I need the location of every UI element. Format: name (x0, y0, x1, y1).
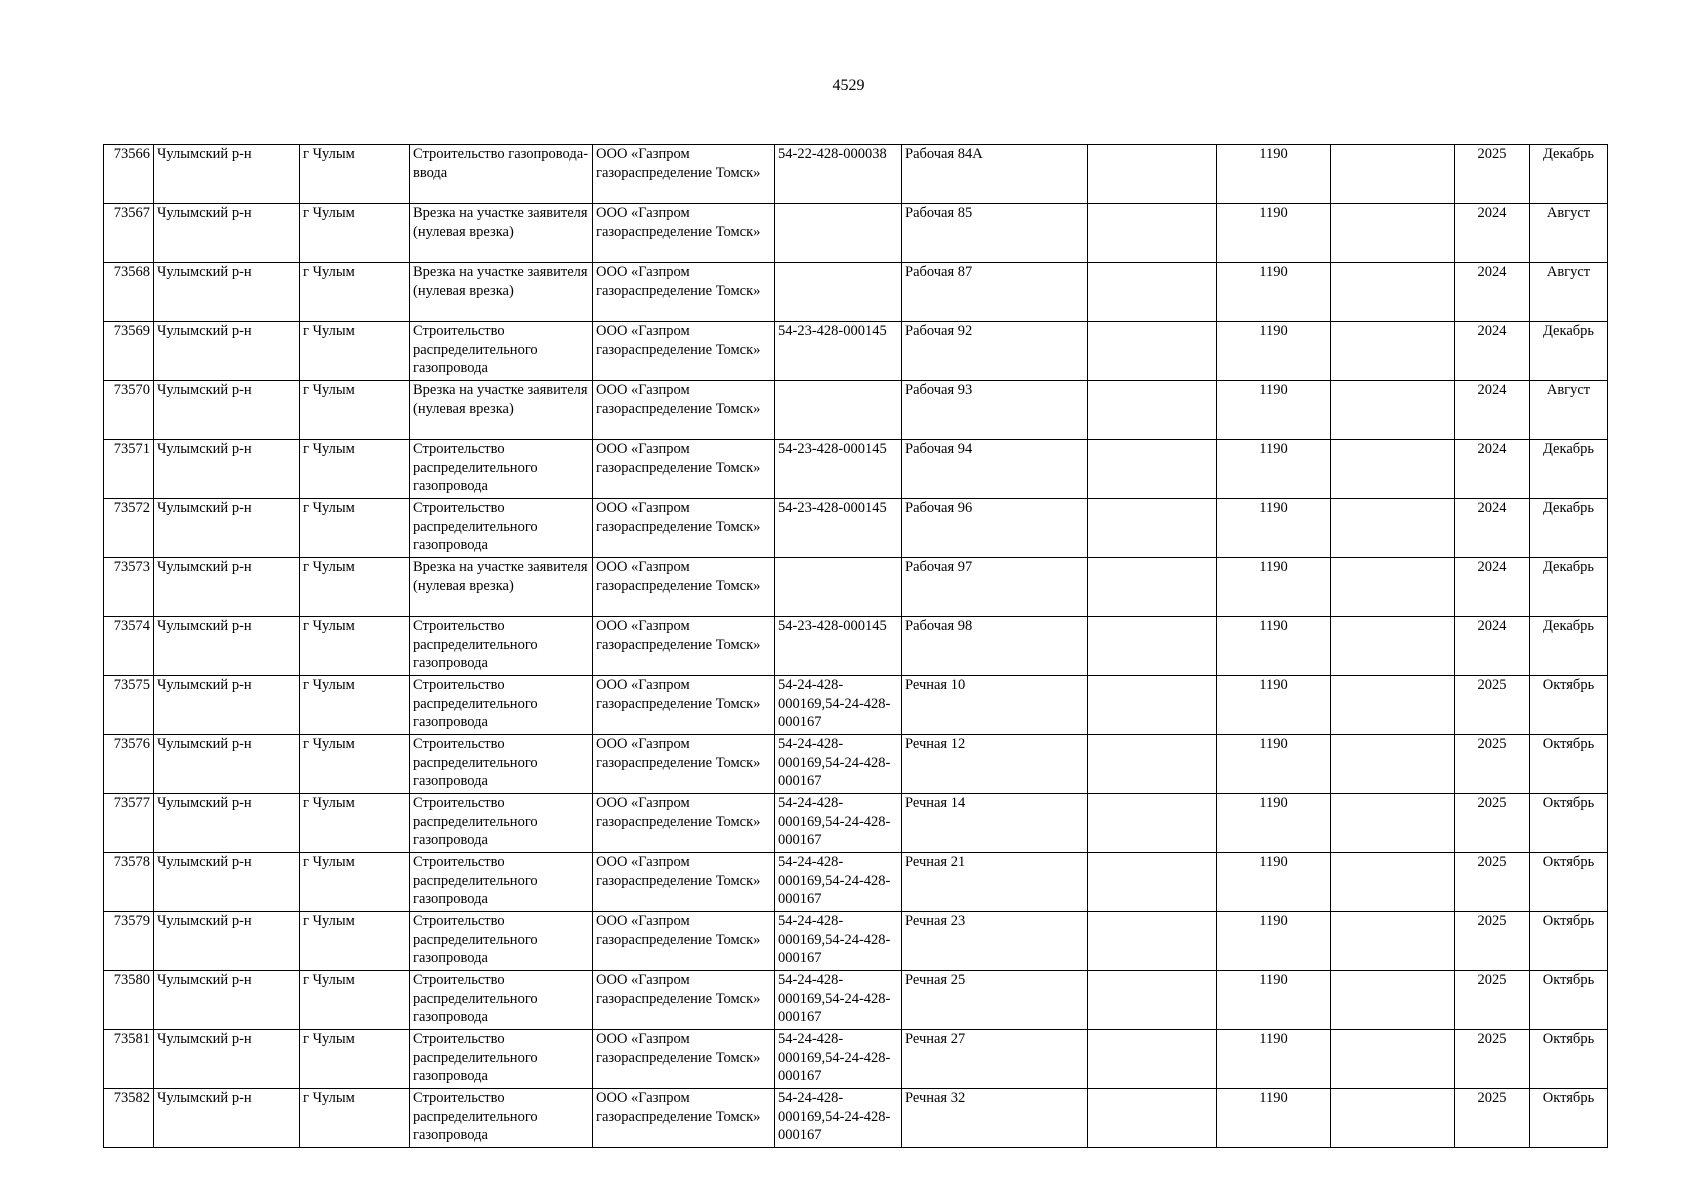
cell-work-type: Строительство распределительного газопровода (410, 735, 593, 794)
cell-empty (1088, 1030, 1217, 1089)
cell-locality: г Чулым (300, 263, 410, 322)
cell-empty (1088, 499, 1217, 558)
cell-district: Чулымский р-н (154, 145, 300, 204)
cell-year: 2025 (1455, 676, 1530, 735)
cell-year: 2024 (1455, 617, 1530, 676)
cell-work-type: Строительство распределительного газопровода (410, 853, 593, 912)
cell-row-number: 73576 (104, 735, 154, 794)
cell-month: Октябрь (1530, 676, 1608, 735)
cell-organization: ООО «Газпром газораспределение Томск» (593, 440, 775, 499)
cell-address: Рабочая 94 (902, 440, 1088, 499)
cell-cost: 1190 (1217, 676, 1331, 735)
cell-row-number: 73580 (104, 971, 154, 1030)
cell-empty (1331, 440, 1455, 499)
cell-district: Чулымский р-н (154, 853, 300, 912)
cell-empty (1331, 322, 1455, 381)
cell-address: Речная 23 (902, 912, 1088, 971)
cell-organization: ООО «Газпром газораспределение Томск» (593, 322, 775, 381)
cell-cost: 1190 (1217, 440, 1331, 499)
table-row (104, 735, 1608, 794)
cell-cost: 1190 (1217, 853, 1331, 912)
table-row (104, 440, 1608, 499)
cell-row-number: 73566 (104, 145, 154, 204)
page-number: 4529 (832, 77, 865, 94)
cell-cost: 1190 (1217, 499, 1331, 558)
cell-month: Август (1530, 381, 1608, 440)
cell-row-number: 73570 (104, 381, 154, 440)
cell-district: Чулымский р-н (154, 1030, 300, 1089)
cell-empty (1088, 676, 1217, 735)
cell-cost: 1190 (1217, 735, 1331, 794)
cell-cadastral-number: 54-23-428-000145 (775, 440, 902, 499)
cell-organization: ООО «Газпром газораспределение Томск» (593, 912, 775, 971)
cell-empty (1331, 1030, 1455, 1089)
cell-cadastral-number: 54-22-428-000038 (775, 145, 902, 204)
cell-month: Октябрь (1530, 853, 1608, 912)
cell-empty (1088, 912, 1217, 971)
cell-empty (1088, 735, 1217, 794)
cell-month: Октябрь (1530, 971, 1608, 1030)
cell-cost: 1190 (1217, 145, 1331, 204)
cell-work-type: Врезка на участке заявителя (нулевая врезка) (410, 558, 593, 617)
table-row (104, 912, 1608, 971)
cell-locality: г Чулым (300, 676, 410, 735)
cell-row-number: 73574 (104, 617, 154, 676)
cell-work-type: Строительство распределительного газопровода (410, 794, 593, 853)
cell-empty (1331, 381, 1455, 440)
cell-cost: 1190 (1217, 322, 1331, 381)
cell-work-type: Врезка на участке заявителя (нулевая врезка) (410, 381, 593, 440)
cell-year: 2024 (1455, 322, 1530, 381)
cell-cost: 1190 (1217, 263, 1331, 322)
cell-empty (1331, 145, 1455, 204)
cell-locality: г Чулым (300, 322, 410, 381)
cell-cadastral-number: 54-23-428-000145 (775, 322, 902, 381)
cell-empty (1331, 558, 1455, 617)
cell-address: Рабочая 92 (902, 322, 1088, 381)
register-table-body (104, 145, 1608, 1148)
cell-cadastral-number: 54-24-428-000169,54-24-428-000167 (775, 971, 902, 1030)
cell-month: Декабрь (1530, 440, 1608, 499)
cell-district: Чулымский р-н (154, 263, 300, 322)
cell-month: Октябрь (1530, 912, 1608, 971)
cell-district: Чулымский р-н (154, 735, 300, 794)
cell-work-type: Строительство распределительного газопровода (410, 676, 593, 735)
cell-locality: г Чулым (300, 440, 410, 499)
cell-district: Чулымский р-н (154, 558, 300, 617)
cell-cadastral-number (775, 558, 902, 617)
cell-locality: г Чулым (300, 204, 410, 263)
cell-empty (1088, 145, 1217, 204)
cell-year: 2025 (1455, 735, 1530, 794)
cell-locality: г Чулым (300, 145, 410, 204)
cell-district: Чулымский р-н (154, 912, 300, 971)
cell-locality: г Чулым (300, 735, 410, 794)
cell-work-type: Строительство распределительного газопровода (410, 1089, 593, 1148)
cell-empty (1331, 1089, 1455, 1148)
cell-cost: 1190 (1217, 1030, 1331, 1089)
cell-district: Чулымский р-н (154, 204, 300, 263)
cell-empty (1331, 853, 1455, 912)
cell-address: Речная 25 (902, 971, 1088, 1030)
cell-cadastral-number (775, 263, 902, 322)
cell-year: 2024 (1455, 263, 1530, 322)
cell-district: Чулымский р-н (154, 1089, 300, 1148)
cell-empty (1331, 794, 1455, 853)
cell-year: 2025 (1455, 1030, 1530, 1089)
cell-work-type: Строительство распределительного газопровода (410, 499, 593, 558)
cell-locality: г Чулым (300, 1030, 410, 1089)
cell-cadastral-number: 54-24-428-000169,54-24-428-000167 (775, 735, 902, 794)
cell-address: Рабочая 96 (902, 499, 1088, 558)
cell-row-number: 73573 (104, 558, 154, 617)
cell-empty (1331, 204, 1455, 263)
cell-empty (1331, 617, 1455, 676)
cell-locality: г Чулым (300, 381, 410, 440)
cell-month: Декабрь (1530, 558, 1608, 617)
cell-work-type: Строительство распределительного газопровода (410, 440, 593, 499)
cell-year: 2024 (1455, 558, 1530, 617)
cell-work-type: Строительство газопровода-ввода (410, 145, 593, 204)
cell-locality: г Чулым (300, 971, 410, 1030)
cell-address: Рабочая 93 (902, 381, 1088, 440)
table-row (104, 204, 1608, 263)
cell-row-number: 73572 (104, 499, 154, 558)
cell-organization: ООО «Газпром газораспределение Томск» (593, 676, 775, 735)
cell-empty (1088, 971, 1217, 1030)
cell-work-type: Строительство распределительного газопровода (410, 912, 593, 971)
cell-row-number: 73578 (104, 853, 154, 912)
cell-district: Чулымский р-н (154, 676, 300, 735)
cell-locality: г Чулым (300, 794, 410, 853)
cell-row-number: 73582 (104, 1089, 154, 1148)
cell-organization: ООО «Газпром газораспределение Томск» (593, 853, 775, 912)
cell-row-number: 73575 (104, 676, 154, 735)
cell-cost: 1190 (1217, 912, 1331, 971)
register-table (103, 144, 1608, 1148)
cell-month: Декабрь (1530, 617, 1608, 676)
cell-empty (1088, 440, 1217, 499)
cell-empty (1088, 263, 1217, 322)
cell-row-number: 73581 (104, 1030, 154, 1089)
cell-cadastral-number: 54-24-428-000169,54-24-428-000167 (775, 1089, 902, 1148)
cell-cadastral-number (775, 204, 902, 263)
cell-empty (1331, 971, 1455, 1030)
cell-address: Речная 32 (902, 1089, 1088, 1148)
cell-address: Речная 14 (902, 794, 1088, 853)
cell-address: Рабочая 84А (902, 145, 1088, 204)
table-row (104, 617, 1608, 676)
cell-row-number: 73568 (104, 263, 154, 322)
cell-cost: 1190 (1217, 617, 1331, 676)
cell-year: 2025 (1455, 145, 1530, 204)
table-row (104, 499, 1608, 558)
cell-locality: г Чулым (300, 1089, 410, 1148)
cell-locality: г Чулым (300, 912, 410, 971)
cell-empty (1331, 676, 1455, 735)
cell-empty (1088, 204, 1217, 263)
cell-empty (1088, 558, 1217, 617)
cell-year: 2024 (1455, 440, 1530, 499)
cell-empty (1088, 322, 1217, 381)
cell-address: Рабочая 87 (902, 263, 1088, 322)
cell-cadastral-number: 54-24-428-000169,54-24-428-000167 (775, 853, 902, 912)
cell-locality: г Чулым (300, 558, 410, 617)
cell-year: 2025 (1455, 1089, 1530, 1148)
cell-empty (1331, 499, 1455, 558)
cell-organization: ООО «Газпром газораспределение Томск» (593, 1030, 775, 1089)
cell-address: Речная 27 (902, 1030, 1088, 1089)
cell-month: Октябрь (1530, 1089, 1608, 1148)
cell-district: Чулымский р-н (154, 381, 300, 440)
cell-empty (1331, 735, 1455, 794)
cell-address: Рабочая 98 (902, 617, 1088, 676)
cell-row-number: 73571 (104, 440, 154, 499)
table-row (104, 853, 1608, 912)
cell-work-type: Строительство распределительного газопровода (410, 617, 593, 676)
cell-cadastral-number: 54-24-428-000169,54-24-428-000167 (775, 794, 902, 853)
cell-organization: ООО «Газпром газораспределение Томск» (593, 558, 775, 617)
cell-organization: ООО «Газпром газораспределение Томск» (593, 617, 775, 676)
cell-district: Чулымский р-н (154, 971, 300, 1030)
cell-year: 2025 (1455, 971, 1530, 1030)
cell-address: Рабочая 85 (902, 204, 1088, 263)
cell-cadastral-number: 54-24-428-000169,54-24-428-000167 (775, 912, 902, 971)
cell-month: Октябрь (1530, 1030, 1608, 1089)
cell-organization: ООО «Газпром газораспределение Томск» (593, 971, 775, 1030)
cell-address: Речная 10 (902, 676, 1088, 735)
cell-district: Чулымский р-н (154, 499, 300, 558)
cell-month: Август (1530, 263, 1608, 322)
cell-locality: г Чулым (300, 853, 410, 912)
cell-address: Речная 21 (902, 853, 1088, 912)
cell-work-type: Строительство распределительного газопровода (410, 971, 593, 1030)
table-row (104, 1030, 1608, 1089)
cell-year: 2025 (1455, 912, 1530, 971)
cell-locality: г Чулым (300, 617, 410, 676)
cell-cost: 1190 (1217, 381, 1331, 440)
cell-empty (1088, 853, 1217, 912)
cell-empty (1088, 1089, 1217, 1148)
cell-cadastral-number (775, 381, 902, 440)
cell-locality: г Чулым (300, 499, 410, 558)
cell-address: Речная 12 (902, 735, 1088, 794)
cell-cadastral-number: 54-24-428-000169,54-24-428-000167 (775, 1030, 902, 1089)
table-row (104, 145, 1608, 204)
table-row (104, 1089, 1608, 1148)
cell-organization: ООО «Газпром газораспределение Томск» (593, 735, 775, 794)
table-row (104, 794, 1608, 853)
cell-empty (1331, 912, 1455, 971)
cell-cost: 1190 (1217, 558, 1331, 617)
cell-organization: ООО «Газпром газораспределение Томск» (593, 381, 775, 440)
cell-year: 2024 (1455, 381, 1530, 440)
table-row (104, 676, 1608, 735)
cell-work-type: Строительство распределительного газопровода (410, 1030, 593, 1089)
table-row (104, 971, 1608, 1030)
cell-month: Декабрь (1530, 322, 1608, 381)
cell-district: Чулымский р-н (154, 794, 300, 853)
cell-year: 2024 (1455, 204, 1530, 263)
cell-month: Октябрь (1530, 735, 1608, 794)
cell-cadastral-number: 54-23-428-000145 (775, 617, 902, 676)
cell-year: 2025 (1455, 853, 1530, 912)
cell-month: Октябрь (1530, 794, 1608, 853)
cell-district: Чулымский р-н (154, 440, 300, 499)
cell-row-number: 73567 (104, 204, 154, 263)
cell-month: Декабрь (1530, 499, 1608, 558)
cell-address: Рабочая 97 (902, 558, 1088, 617)
cell-organization: ООО «Газпром газораспределение Томск» (593, 145, 775, 204)
cell-row-number: 73577 (104, 794, 154, 853)
cell-year: 2025 (1455, 794, 1530, 853)
table-row (104, 558, 1608, 617)
cell-cost: 1190 (1217, 794, 1331, 853)
cell-empty (1088, 381, 1217, 440)
cell-work-type: Строительство распределительного газопровода (410, 322, 593, 381)
cell-work-type: Врезка на участке заявителя (нулевая врезка) (410, 204, 593, 263)
cell-empty (1331, 263, 1455, 322)
cell-organization: ООО «Газпром газораспределение Томск» (593, 204, 775, 263)
cell-cost: 1190 (1217, 1089, 1331, 1148)
cell-empty (1088, 617, 1217, 676)
cell-district: Чулымский р-н (154, 322, 300, 381)
cell-organization: ООО «Газпром газораспределение Томск» (593, 263, 775, 322)
cell-organization: ООО «Газпром газораспределение Томск» (593, 499, 775, 558)
cell-organization: ООО «Газпром газораспределение Томск» (593, 1089, 775, 1148)
cell-empty (1088, 794, 1217, 853)
cell-cost: 1190 (1217, 971, 1331, 1030)
cell-district: Чулымский р-н (154, 617, 300, 676)
cell-cadastral-number: 54-24-428-000169,54-24-428-000167 (775, 676, 902, 735)
cell-year: 2024 (1455, 499, 1530, 558)
cell-month: Декабрь (1530, 145, 1608, 204)
table-row (104, 322, 1608, 381)
table-row (104, 263, 1608, 322)
cell-row-number: 73579 (104, 912, 154, 971)
cell-cost: 1190 (1217, 204, 1331, 263)
cell-cadastral-number: 54-23-428-000145 (775, 499, 902, 558)
cell-work-type: Врезка на участке заявителя (нулевая врезка) (410, 263, 593, 322)
cell-organization: ООО «Газпром газораспределение Томск» (593, 794, 775, 853)
cell-month: Август (1530, 204, 1608, 263)
cell-row-number: 73569 (104, 322, 154, 381)
table-row (104, 381, 1608, 440)
